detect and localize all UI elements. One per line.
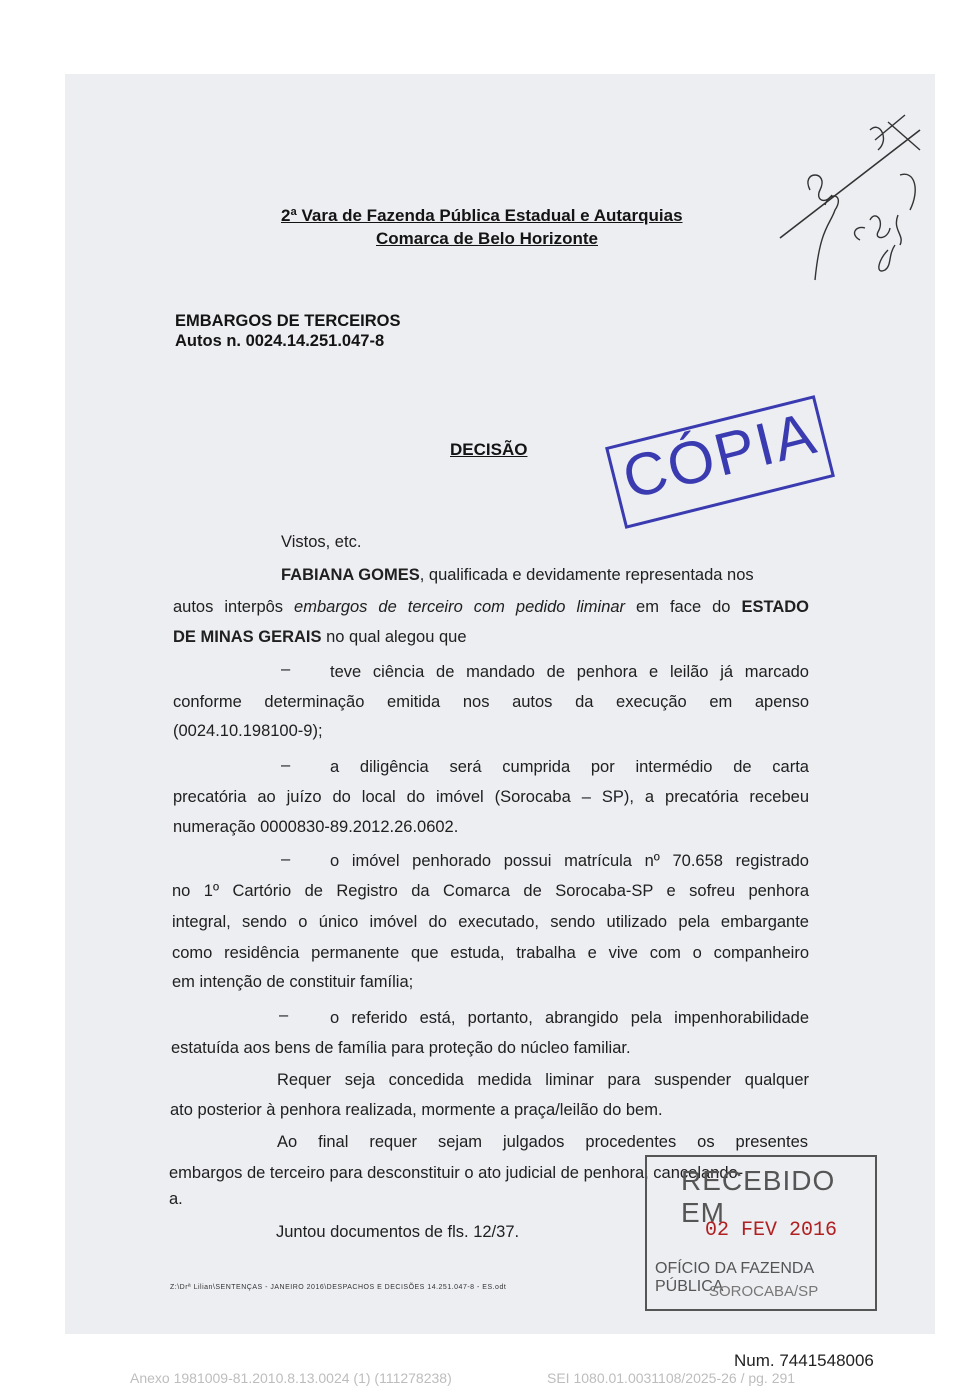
paragraph-3-line-2: embargos de terceiro para desconstituir o ato judicial de penhora, cancelando-	[169, 1164, 744, 1182]
text-fragment: em face do	[625, 598, 742, 616]
text-fragment: autos interpôs	[173, 598, 295, 616]
paragraph-2-line-1: Requer seja concedida medida liminar para suspender qualquer	[277, 1071, 809, 1089]
item-4-line-2: estatuída aos bens de família para proteção do núcleo familiar.	[171, 1039, 631, 1057]
item-3-line-3: integral, sendo o único imóvel do executado, sendo utilizado pela embargante	[172, 913, 809, 931]
received-stamp-date: 02 FEV 2016	[705, 1219, 838, 1242]
received-stamp-label: RECEBIDO EM	[681, 1165, 836, 1228]
copia-stamp-text: CÓPIA	[616, 399, 824, 512]
case-type: EMBARGOS DE TERCEIROS	[175, 312, 401, 330]
decision-title: DECISÃO	[450, 440, 528, 459]
item-2-line-3: numeração 0000830-89.2012.26.0602.	[173, 818, 459, 836]
defendant-name-part-2: DE MINAS GERAIS	[173, 628, 322, 646]
item-1-dash: –	[281, 660, 291, 678]
paragraph-1-line-2	[173, 598, 809, 617]
item-3-line-5: em intenção de constituir família;	[172, 973, 414, 991]
plaintiff-name: FABIANA GOMES	[281, 566, 420, 584]
anexo-reference: Anexo 1981009-81.2010.8.13.0024 (1) (111278238)	[130, 1370, 452, 1386]
embargos-italic: embargos de terceiro com pedido liminar	[294, 598, 626, 616]
item-3-line-1: o imóvel penhorado possui matrícula nº 70.658 registrado	[330, 852, 809, 870]
paragraph-1-text: , qualificada e devidamente representada nos	[419, 566, 754, 584]
text-fragment: no qual alegou que	[321, 628, 467, 646]
sei-reference: SEI 1080.01.0031108/2025-26 / pg. 291	[547, 1370, 796, 1386]
received-stamp-office: OFÍCIO DA FAZENDA PÚBLICA	[655, 1260, 814, 1295]
item-3-line-4: como residência permanente que estuda, trabalha e vive com o companheiro	[172, 944, 809, 962]
document-number: Num. 7441548006	[734, 1351, 874, 1370]
paragraph-3-line-3: a.	[169, 1190, 183, 1208]
item-2-dash: –	[281, 756, 291, 774]
item-4-line-1: o referido está, portanto, abrangido pela impenhorabilidade	[330, 1009, 809, 1027]
paragraph-3-line-1: Ao final requer sejam julgados procedentes os presentes	[277, 1133, 808, 1151]
vistos-line: Vistos, etc.	[281, 533, 362, 551]
case-number: Autos n. 0024.14.251.047-8	[175, 332, 385, 350]
item-1-line-2: conforme determinação emitida nos autos da execução em apenso	[173, 693, 809, 711]
paragraph-2-line-2: ato posterior à penhora realizada, mormente a praça/leilão do bem.	[170, 1101, 663, 1119]
paragraph-4: Juntou documentos de fls. 12/37.	[276, 1223, 520, 1241]
file-path-footer: Z:\Drª Lilian\SENTENÇAS - JANEIRO 2016\DESPACHOS E DECISÕES 14.251.047-8 - ES.odt	[170, 1284, 507, 1291]
paragraph-1-line-3	[173, 628, 467, 647]
received-stamp	[645, 1155, 877, 1311]
item-3-line-2: no 1º Cartório de Registro da Comarca de Sorocaba-SP e sofreu penhora	[172, 882, 809, 900]
court-name: 2ª Vara de Fazenda Pública Estadual e Autarquias	[281, 206, 683, 225]
item-1-line-3: (0024.10.198100-9);	[173, 722, 323, 740]
comarca-name: Comarca de Belo Horizonte	[376, 229, 598, 248]
item-2-line-1: a diligência será cumprida por intermédio de carta	[330, 758, 809, 776]
item-1-line-1: teve ciência de mandado de penhora e leilão já marcado	[330, 663, 809, 681]
paragraph-1-line-1	[281, 566, 754, 585]
item-4-dash: –	[279, 1006, 289, 1024]
defendant-name-part-1: ESTADO	[741, 598, 809, 616]
received-stamp-city: SOROCABA/SP	[709, 1283, 819, 1300]
item-3-dash: –	[281, 850, 291, 868]
item-2-line-2: precatória ao juízo do local do imóvel (Sorocaba – SP), a precatória recebeu	[173, 788, 809, 806]
handwritten-signature-marks	[770, 110, 940, 290]
